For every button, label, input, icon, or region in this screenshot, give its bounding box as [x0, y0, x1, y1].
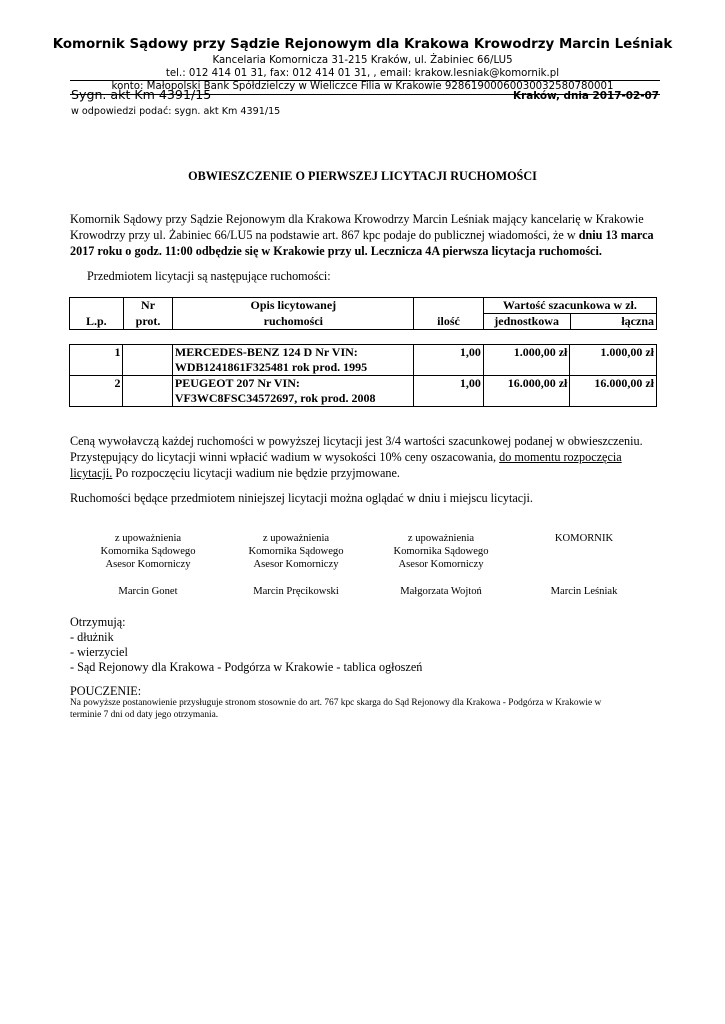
row-qty: 1,00: [414, 376, 483, 407]
col-ilosc: ilość: [414, 314, 483, 330]
recipients-title: Otrzymują:: [70, 615, 126, 629]
viewing-note: Ruchomości będące przedmiotem niniejszej licytacji można oglądać w dniu i miejscu licytacji.: [70, 491, 533, 505]
price-line-3: licytacji. Po rozpoczęciu licytacji wadium nie będzie przyjmowane.: [70, 466, 400, 480]
document-date: Kraków, dnia 2017-02-07: [513, 90, 659, 102]
price-paragraph: [70, 433, 656, 481]
row-desc: PEUGEOT 207 Nr VIN:: [172, 376, 414, 392]
instruction-text: Na powyższe postanowienie przysługuje stronom stosownie do art. 767 kpc skarga do Sąd Rejonowy dla Krakowa - Podgórza w Krakowie w terminie 7 dni od daty jego otrzymania.: [70, 698, 602, 720]
instruction-title: POUCZENIE:: [70, 684, 142, 698]
signature-name: Marcin Gonet: [118, 586, 178, 597]
table-row: [70, 345, 657, 361]
row-qty: 1,00: [414, 345, 483, 376]
row-desc-cont: WDB1241861F325481 rok prod. 1995: [172, 360, 414, 376]
col-nr: Nr: [123, 298, 173, 314]
office-contact: tel.: 012 414 01 31, fax: 012 414 01 31, , email: krakow.lesniak@komornik.pl: [165, 68, 560, 79]
row-prot: [123, 345, 172, 376]
intro-paragraph: [70, 211, 656, 259]
case-reference: Sygn. akt Km 4391/15: [71, 87, 212, 102]
signature-block-3: z upoważnienia Komornika Sądowego Asesor Komorniczy Małgorzata Wojtoń: [366, 532, 516, 598]
table-row: [70, 376, 657, 392]
intro-line-3: 2017 roku o godz. 11:00 odbędzie się w Krakowie przy ul. Lecznicza 4A pierwsza licytacja ruchomości.: [70, 244, 602, 258]
row-total-value: 1.000,00 zł: [570, 345, 657, 376]
reply-reference: w odpowiedzi podać: sygn. akt Km 4391/15: [71, 106, 281, 117]
col-laczna: łączna: [570, 314, 656, 330]
office-address: Kancelaria Komornicza 31-215 Kraków, ul. Żabiniec 66/LU5: [212, 55, 513, 66]
signature-name: Małgorzata Wojtoń: [400, 586, 482, 597]
signature-name: Marcin Leśniak: [550, 586, 618, 597]
row-lp: 1: [70, 345, 123, 376]
col-prot: prot.: [123, 314, 173, 330]
price-line-2: Przystępujący do licytacji winni wpłacić wadium w wysokości 10% ceny oszacowania, do momentu rozpoczęcia: [70, 450, 622, 464]
office-bank-account: konto: Małopolski Bank Spółdzielczy w Wieliczce Filia w Krakowie 92861900060030032580780001: [111, 81, 614, 92]
signature-name: Marcin Pręcikowski: [253, 586, 339, 597]
row-unit-value: 16.000,00 zł: [483, 376, 570, 407]
row-lp: 2: [70, 376, 123, 407]
list-item: - wierzyciel: [70, 645, 128, 659]
col-jednostkowa: jednostkowa: [483, 314, 570, 330]
row-desc: MERCEDES-BENZ 124 D Nr VIN:: [172, 345, 414, 361]
intro-line-1: Komornik Sądowy przy Sądzie Rejonowym dla Krakowa Krowodrzy Marcin Leśniak mający kancelarię w Krakowie: [70, 212, 644, 226]
row-unit-value: 1.000,00 zł: [483, 345, 570, 376]
subject-line: Przedmiotem licytacji są następujące ruchomości:: [87, 269, 331, 283]
signature-block-2: z upoważnienia Komornika Sądowego Asesor Komorniczy Marcin Pręcikowski: [221, 532, 371, 598]
auction-items-header: [69, 297, 657, 330]
signature-block-bailiff: KOMORNIK Marcin Leśniak: [509, 532, 659, 598]
intro-line-2: Krowodrzy przy ul. Żabiniec 66/LU5 na podstawie art. 867 kpc podaje do publicznej wiadomości, że w dniu 13 marca: [70, 228, 654, 242]
col-opis-2: ruchomości: [173, 314, 414, 330]
signature-block-1: z upoważnienia Komornika Sądowego Asesor Komorniczy Marcin Gonet: [73, 532, 223, 598]
document-title: OBWIESZCZENIE O PIERWSZEJ LICYTACJI RUCHOMOŚCI: [188, 169, 537, 183]
row-desc-cont: VF3WC8FSC34572697, rok prod. 2008: [172, 391, 414, 407]
header-divider-top: [70, 80, 660, 81]
list-item: - dłużnik: [70, 630, 114, 644]
bailiff-office-title: Komornik Sądowy przy Sądzie Rejonowym dla Krakowa Krowodrzy Marcin Leśniak: [52, 37, 673, 52]
auction-items-table: [69, 344, 657, 407]
row-total-value: 16.000,00 zł: [570, 376, 657, 407]
recipients-list: [70, 615, 656, 675]
col-wartosc: Wartość szacunkowa w zł.: [483, 298, 656, 314]
col-lp: L.p.: [70, 314, 124, 330]
list-item: - Sąd Rejonowy dla Krakowa - Podgórza w Krakowie - tablica ogłoszeń: [70, 660, 423, 674]
price-line-1: Ceną wywołavczą każdej ruchomości w powyższej licytacji jest 3/4 wartości szacunkowej podanej w obwieszczeniu.: [70, 434, 643, 448]
col-opis-1: Opis licytowanej: [173, 298, 414, 314]
row-prot: [123, 376, 172, 407]
